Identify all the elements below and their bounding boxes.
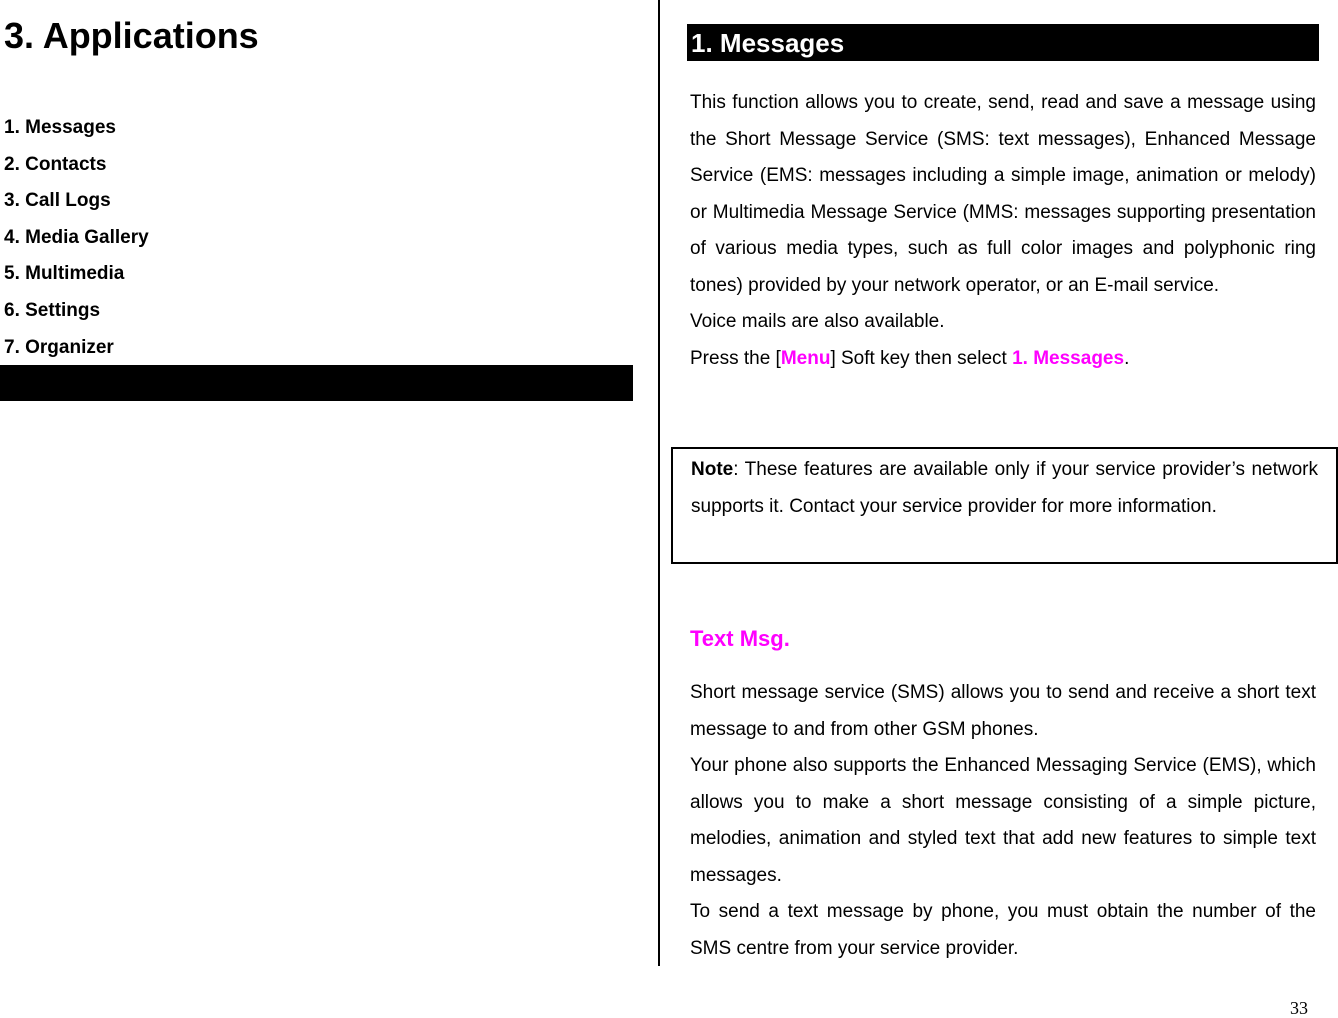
toc-item: 4. Media Gallery — [4, 226, 149, 248]
instruction-line — [690, 341, 1316, 378]
messages-menu-label: 1. Messages — [1012, 347, 1125, 369]
menu-key-label: Menu — [780, 347, 831, 369]
section-bar — [0, 365, 633, 401]
sms-centre-paragraph: To send a text message by phone, you must obtain the number of the SMS centre from your service provider. — [690, 901, 1316, 959]
toc-item: 6. Settings — [4, 299, 101, 321]
toc-item: 5. Multimedia — [4, 263, 125, 285]
instruction-suffix: . — [1124, 347, 1130, 369]
toc-item: 1. Messages — [4, 117, 116, 138]
toc-item: 2. Contacts — [4, 153, 107, 175]
instruction-middle: ] Soft key then select — [830, 347, 1013, 369]
toc-item: 3. Call Logs — [4, 190, 111, 212]
note-text — [691, 452, 1318, 525]
intro-paragraph: This function allows you to create, send, read and save a message using the Short Message Service (SMS: text messages), Enhanced Message Service (EMS: messages including a simple image, animation or melody) or Multimedia Message Service (MMS: messages supporting presentation of various media types, such as full color images and polyphonic ring tones) provided by your network operator, or an E-mail service. — [690, 92, 1316, 296]
page-number: 33 — [1290, 998, 1308, 1018]
note-label: Note — [691, 459, 734, 480]
note-box — [671, 447, 1338, 564]
table-of-contents — [4, 112, 149, 368]
section-title: 1. Messages — [687, 24, 1319, 61]
toc-item: 7. Organizer — [4, 336, 114, 358]
note-body: : These features are available only if your service provider’s network supports it. Contact your service provider for more information. — [691, 459, 1318, 517]
column-divider — [658, 0, 660, 966]
intro-text — [690, 85, 1316, 377]
sms-paragraph: Short message service (SMS) allows you to send and receive a short text message to and from other GSM phones. — [690, 682, 1316, 740]
chapter-title: 3. Applications — [4, 15, 259, 56]
text-msg-heading: Text Msg. — [690, 626, 790, 651]
text-msg-body — [690, 675, 1316, 967]
ems-paragraph: Your phone also supports the Enhanced Messaging Service (EMS), which allows you to make a short message consisting of a simple picture, melodies, animation and styled text that add new features to simple text messages. — [690, 755, 1316, 886]
voice-mail-line: Voice mails are also available. — [690, 311, 945, 332]
instruction-prefix: Press the [ — [690, 347, 781, 369]
